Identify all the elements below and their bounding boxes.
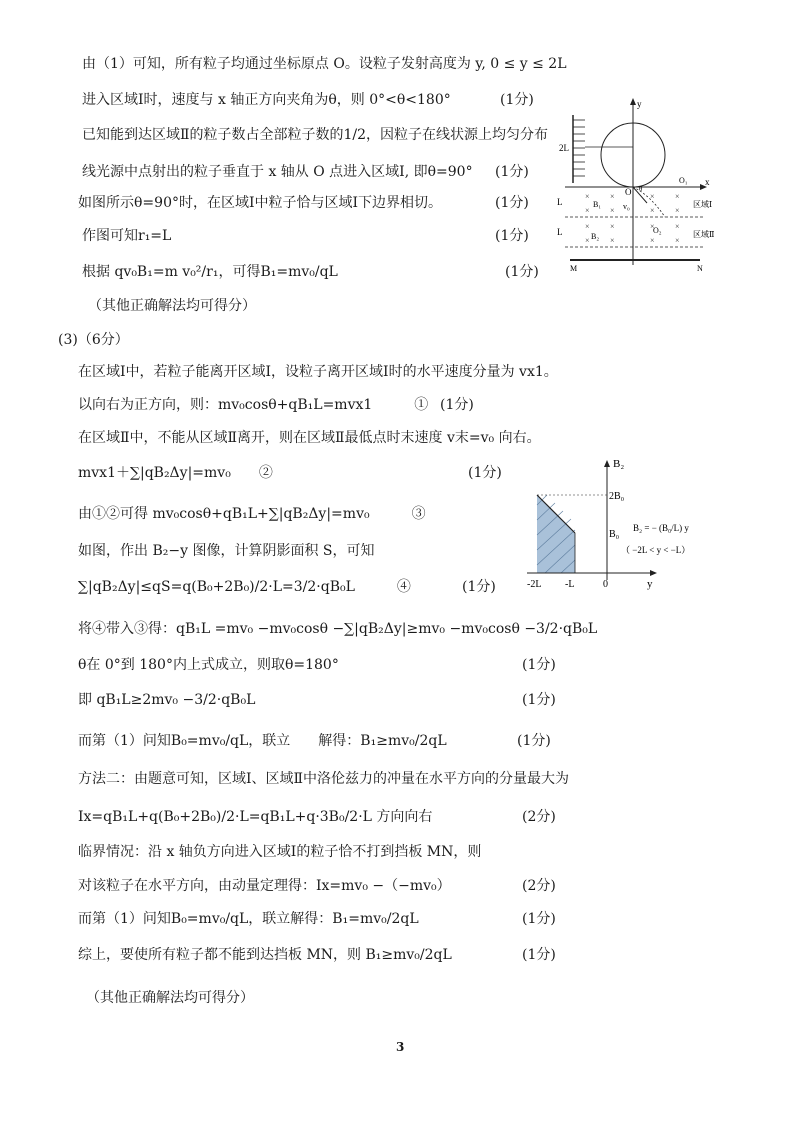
line-19: 即 qB₁L≥2mv₀ −3/2·qB₀L [78,692,256,708]
tick-zero: 0 [603,579,608,590]
svg-text:×: × [585,222,590,231]
svg-text:×: × [675,236,680,245]
line-26: 综上，要使所有粒子都不能到达挡板 MN，则 B₁≥mv₀/2qL [78,947,452,963]
fig1-o-label: O [625,187,632,197]
score-18: (1分) [522,657,556,673]
line-15: 如图，作出 B₂−y 图像，计算阴影面积 S，可知 [78,543,375,559]
b2-y-svg [525,455,725,590]
fig1-2l-label: 2L [559,143,569,153]
line-22: Ix=qB₁L+q(B₀+2B₀)/2·L=qB₁L+q·3B₀/2·L 方向向右 [78,809,433,825]
fig1-b2-label: B₂ [591,232,600,241]
fig1-trajectory [633,187,665,217]
svg-text:×: × [675,206,680,215]
b2-b0-label: B₀ [609,529,620,540]
b2-axis-label: B₂ [613,458,625,470]
line-12: 在区域Ⅱ中，不能从区域Ⅱ离开，则在区域Ⅱ最低点时末速度 v末=v₀ 向右。 [78,430,541,446]
line-27: （其他正确解法均可得分） [86,990,254,1006]
line-11: 以向右为正方向，则：mv₀cosθ+qB₁L=mvx1 ① [78,397,429,413]
score-24: (2分) [522,878,556,894]
svg-text:×: × [610,222,615,231]
score-19: (1分) [522,692,556,708]
fig1-x-label: x [705,177,710,187]
tick-neg2l: -2L [527,579,542,590]
fig1-o1-label: O₁ [679,176,688,185]
b2-2b0-label: 2B₀ [609,491,625,502]
line-14: 由①②可得 mv₀cosθ+qB₁L+∑|qB₂Δy|=mv₀ ③ [78,506,426,522]
b2-y-graph [525,455,725,590]
line-8: （其他正确解法均可得分） [88,298,256,314]
svg-text:×: × [675,222,680,231]
line-2: 进入区域Ⅰ时，速度与 x 轴正方向夹角为θ，则 0°<θ<180° [82,92,451,108]
line-25: 而第（1）问知B₀=mv₀/qL，联立解得：B₁=mv₀/2qL [78,911,419,927]
score-11: (1分) [440,397,474,413]
score-20: (1分) [517,733,551,749]
line-7: 根据 qv₀B₁=m v₀²/r₁，可得B₁=mv₀/qL [82,264,338,280]
line-23: 临界情况：沿 x 轴负方向进入区域Ⅰ的粒子恰不打到挡板 MN，则 [78,844,482,860]
score-25: (1分) [522,911,556,927]
svg-text:×: × [675,192,680,201]
line-13: mvx1＋∑|qB₂Δy|=mv₀ ② [78,465,273,481]
region-field-figure [555,95,720,275]
b2-axis-arrow [604,460,610,467]
line-18: θ在 0°到 180°内上式成立，则取θ=180° [78,657,339,673]
fig1-v0-label: v₀ [623,202,630,211]
fig1-theta-label: θ [639,185,643,193]
fig1-y-arrow [630,98,636,105]
tick-negl: -L [565,579,575,590]
score-6: (1分) [495,228,529,244]
svg-text:×: × [610,206,615,215]
line-4: 线光源中点射出的粒子垂直于 x 轴从 O 点进入区域Ⅰ, 即θ=90° [82,164,473,180]
fig1-n-label: N [697,264,703,273]
svg-text:×: × [585,236,590,245]
line-5: 如图所示θ=90°时，在区域Ⅰ中粒子恰与区域Ⅰ下边界相切。 [78,195,443,211]
fig1-y-label: y [637,99,642,109]
line-6: 作图可知r₁=L [82,228,172,244]
b2-range: （ −2L < y < −L） [621,545,691,555]
svg-text:×: × [650,236,655,245]
region-field-svg [555,95,720,275]
y-axis-label: y [647,578,653,590]
svg-text:×: × [610,236,615,245]
fig1-b1-label: B₁ [593,200,602,209]
svg-text:×: × [650,222,655,231]
score-5: (1分) [495,195,529,211]
svg-text:×: × [610,192,615,201]
shaded-area [537,495,575,573]
svg-text:×: × [650,192,655,201]
svg-text:×: × [585,192,590,201]
line-24: 对该粒子在水平方向，由动量定理得：Ix=mv₀ −（−mv₀） [78,878,451,894]
fig1-source-rays [573,120,633,176]
line-17: 将④带入③得：qB₁L =mv₀ −mv₀cosθ −∑|qB₂Δy|≥mv₀ −mv₀cosθ −3/2·qB₀L [78,621,598,637]
fig1-m-label: M [570,264,578,273]
y-axis-arrow [650,570,657,576]
line-9: (3)（6分） [58,332,129,348]
fig1-region1-label: 区域Ⅰ [693,200,713,209]
svg-text:×: × [585,206,590,215]
score-2: (1分) [500,92,534,108]
fig1-o2-label: O₂ [653,226,662,235]
page-number: 3 [396,1040,405,1054]
svg-text:×: × [650,206,655,215]
line-3: 已知能到达区域Ⅱ的粒子数占全部粒子数的1/2，因粒子在线状源上均匀分布 [82,127,549,143]
b2-formula: B₂ = − (B₀/L) y [633,523,689,533]
score-26: (1分) [522,947,556,963]
score-22: (2分) [522,809,556,825]
line-10: 在区域Ⅰ中，若粒子能离开区域Ⅰ，设粒子离开区域Ⅰ时的水平速度分量为 vx1。 [78,364,558,380]
fig1-region2-label: 区域Ⅱ [693,230,715,239]
score-4: (1分) [495,164,529,180]
fig1-l-top: L [557,197,563,207]
score-7: (1分) [505,264,539,280]
line-21: 方法二：由题意可知，区域Ⅰ、区域Ⅱ中洛伦兹力的冲量在水平方向的分量最大为 [78,771,570,787]
fig1-l-bot: L [557,227,563,237]
line-16: ∑|qB₂Δy|≤qS=q(B₀+2B₀)/2·L=3/2·qB₀L ④ [78,579,411,595]
line-1: 由（1）可知，所有粒子均通过坐标原点 O。设粒子发射高度为 y, 0 ≤ y ≤ 2L [82,56,567,72]
line-20: 而第（1）问知B₀=mv₀/qL，联立 解得：B₁≥mv₀/2qL [78,733,447,749]
score-13: (1分) [468,465,502,481]
score-16: (1分) [462,579,496,595]
